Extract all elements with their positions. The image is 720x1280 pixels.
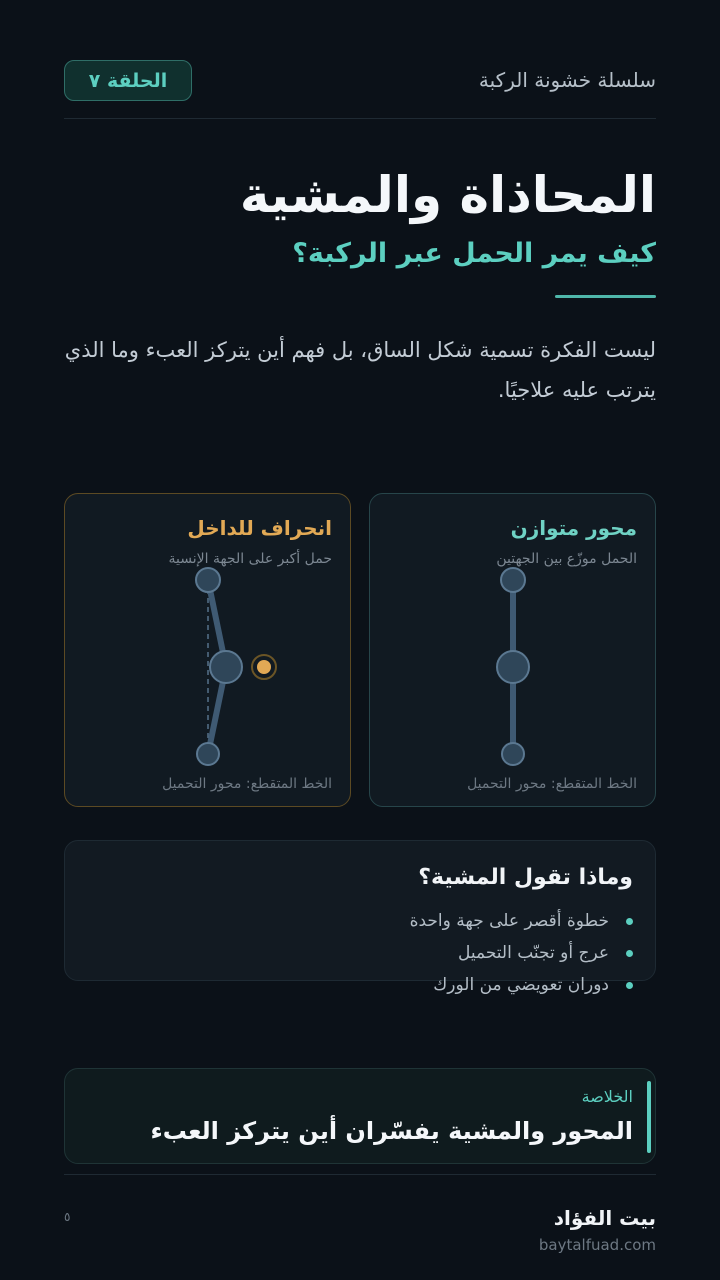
episode-badge: الحلقة ٧: [64, 60, 192, 101]
list-item: [410, 969, 633, 1001]
card-footnote: الخط المتقطع: محور التحميل: [467, 776, 637, 792]
accent-divider: [555, 295, 656, 298]
gait-list: [410, 905, 633, 1001]
list-item-text: دوران تعويضي من الورك: [433, 975, 609, 995]
gait-box: [64, 840, 656, 995]
card-description: الحمل موزّع بين الجهتين: [496, 551, 637, 567]
varus-axis-card: [64, 493, 351, 807]
header: [64, 60, 656, 102]
accent-bar: [647, 1081, 651, 1153]
bullet-icon: [626, 918, 633, 925]
page-title: المحاذاة والمشية: [239, 166, 656, 224]
balanced-axis-card: [369, 493, 656, 807]
list-item-text: خطوة أقصر على جهة واحدة: [409, 911, 609, 931]
series-title: سلسلة خشونة الركبة: [478, 68, 656, 92]
footer-divider: [64, 1174, 656, 1175]
card-footnote: الخط المتقطع: محور التحميل: [162, 776, 332, 792]
page-subtitle: كيف يمر الحمل عبر الركبة؟: [292, 238, 656, 269]
conclusion-text: المحور والمشية يفسّران أين يتركز العبء: [150, 1117, 633, 1145]
conclusion-label: الخلاصة: [581, 1087, 633, 1106]
intro-paragraph: ليست الفكرة تسمية شكل الساق، بل فهم أين يتركز العبء وما الذي يترتب عليه علاجيًا.: [64, 338, 656, 402]
gait-title: وماذا تقول المشية؟: [418, 865, 633, 890]
bowed-leg-axis-icon: [65, 494, 352, 808]
card-description: حمل أكبر على الجهة الإنسية: [168, 551, 332, 567]
bullet-icon: [626, 950, 633, 957]
brand-name: بيت الفؤاد: [553, 1206, 656, 1230]
straight-leg-axis-icon: [370, 494, 657, 808]
page-number: ٥: [64, 1210, 71, 1224]
conclusion-box: [64, 1068, 656, 1164]
card-title: انحراف للداخل: [187, 516, 332, 540]
bullet-icon: [626, 982, 633, 989]
header-divider: [64, 118, 656, 119]
list-item: [410, 937, 633, 969]
list-item: [410, 905, 633, 937]
list-item-text: عرج أو تجنّب التحميل: [457, 943, 609, 963]
brand-url: baytalfuad.com: [538, 1236, 656, 1254]
card-title: محور متوازن: [510, 516, 637, 540]
